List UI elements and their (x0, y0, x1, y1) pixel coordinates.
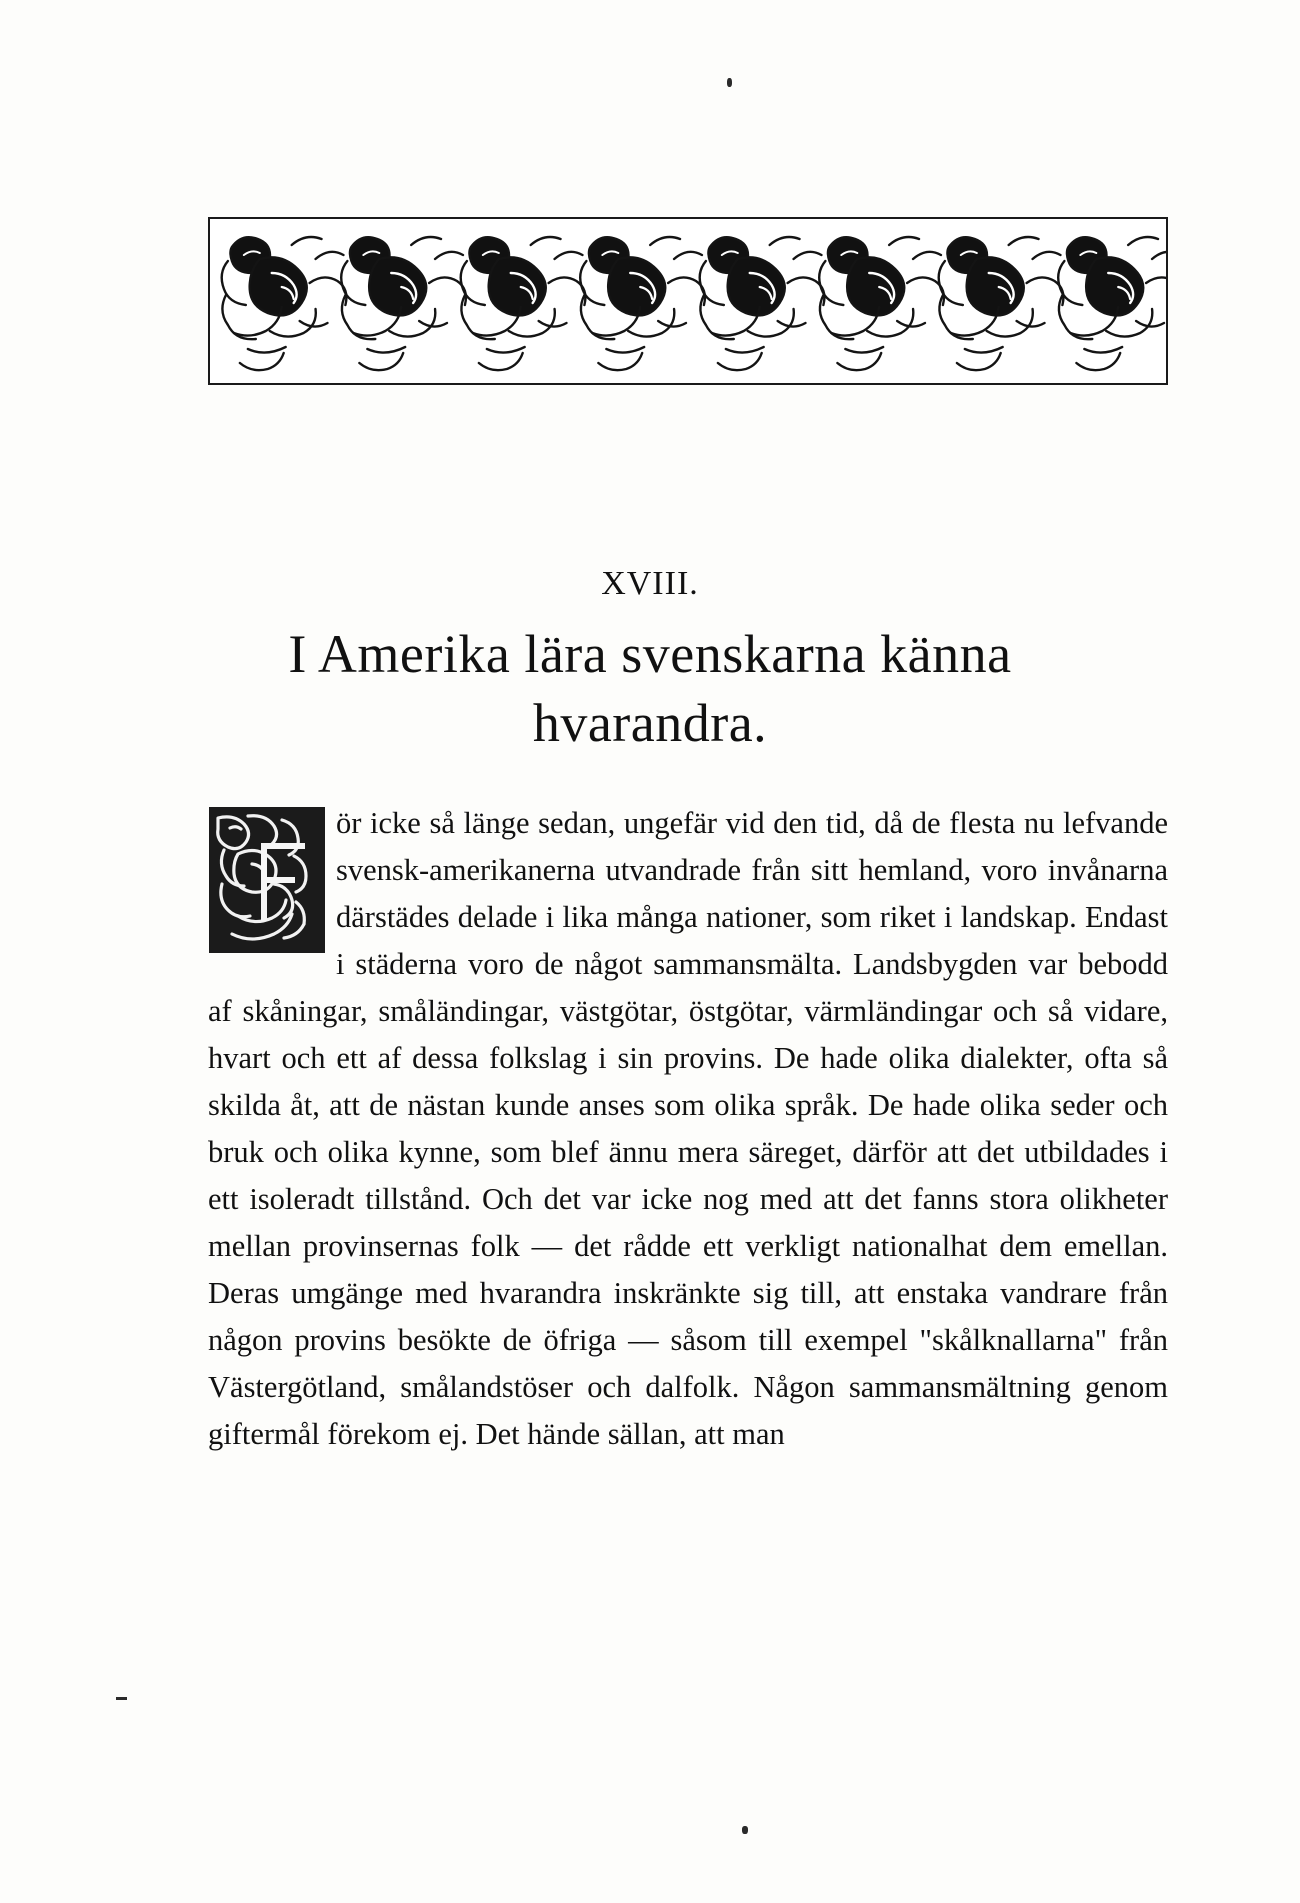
body-text (208, 800, 1168, 1458)
floral-headpiece-ornament (208, 217, 1168, 385)
scan-speck-top (727, 78, 732, 87)
chapter-number: XVIII. (601, 565, 699, 602)
chapter-title-line-2: hvarandra. (532, 693, 768, 754)
chapter-title-line-1: I Amerika lära svenskarna känna (288, 624, 1012, 684)
decorated-initial-F (208, 806, 326, 954)
page-title (150, 620, 1150, 758)
scan-speck-left (116, 1697, 127, 1700)
chapter-body-paragraph: ör icke så länge sedan, ungefär vid den tid, då de flesta nu lefvande svensk-amerikanerna utvandrade från sitt hemland, voro invånarna därstädes delade i lika många nationer, som riket i landskap. Endast i städerna voro de något sammansmälta. Landsbygden var bebodd af skåningar, småländingar, västgötar, östgötar, värmländingar och så vidare, hvart och ett af dessa folkslag i sin provins. De hade olika dialekter, ofta så skilda åt, att de nästan kunde anses som olika språk. De hade olika seder och bruk och olika kynne, som blef ännu mera säreget, därför att det utbildades i ett isoleradt tillstånd. Och det var icke nog med att det fanns stora olikheter mellan provinsernas folk — det rådde ett verkligt nationalhat dem emellan. Deras umgänge med hvarandra inskränkte sig till, att enstaka vandrare från någon provins besökte de öfriga — såsom till exempel "skålknallarna" från Västergötland, smålandstöser och dalfolk. Någon sammansmältning genom giftermål förekom ej. Det hände sällan, att man (208, 806, 1168, 1451)
scan-speck-bottom (742, 1826, 748, 1834)
